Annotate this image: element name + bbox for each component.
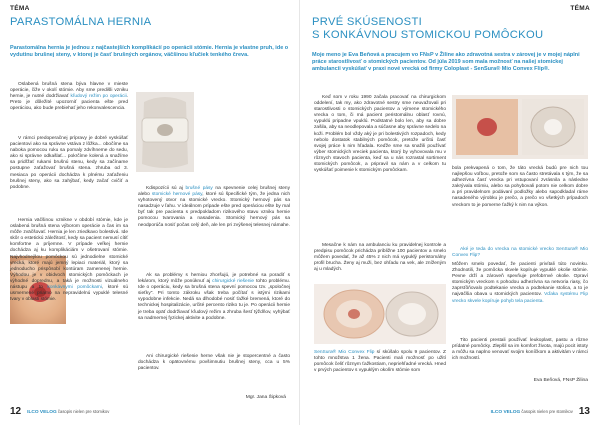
col1-paragraph-1: Oslabená brušná stena býva hlavne v mieste operácie, čiže v okolí stómie. Aby sme predišli vzniku hernie, je nutné dodržiavať kľudový režim po operácii. Preto je dôležité upozorniť pacienta ešte pred operáciou, ako bude prebiehať jeho rekonvalescencia. <box>10 82 128 112</box>
stoma-photo <box>452 95 588 159</box>
col2-paragraph-3: Tito pacienti prestali používať leukoplast, pastu a rôzne prídatné pomôcky. Zlepšil sa im komfort života, majú pocit istoty a môžu sa naplno venovať svojim koníčkom a aktivitám v rámci ich možností. <box>452 338 588 362</box>
page-footer <box>491 406 590 417</box>
col2-paragraph-1: Kdispozícii sú aj brušné pásy na spevnenie celej brušnej steny alebo stomické hernové pásy, ktoré sú špecifické tým, že jedna nich vyhotovený otvor na stomické vrecko. Stomický hernový pás sa nasadzuje v ľahu. V ideálnom prípade ešte pred operáciou ešte by mal byť tak pre pacienta s predpokladom rizikového stavu vzniku hernie pomocou tvarovania a nasadenia. Stomický hernový pás sa neodporúča nosiť počas celý deň, ale len pri zvýšenej telesnej námahe. <box>138 186 290 228</box>
article-author: Mgr. Jana Šipková <box>245 395 286 400</box>
magazine-name: ILCO VELOG časopis nielen pre stomikov <box>490 408 573 415</box>
col2-paragraph-2: Môžem smelo povedať, že pacienti privítali túto novinku. Zhodnotili, že pomôcka skvele kopíruje vypuklé okolie stómie. Pevne drží a zároveň spevňuje prefobrnvé okolie. Opraví stomickým vreckom s pohodou adhezívna sa netvoria riasy, čo zaprsťôňovalo podtekanie vrecka a podtekanie stolica, a to je najväčšia obava u stomických pacientov. Vďaka systému Flip vrecko skvele kopíruje pohyb tela pacienta. <box>452 262 589 304</box>
page-number: 12 <box>10 406 22 417</box>
section-label: TÉMA <box>570 5 590 12</box>
col1-paragraph-1: Keď som v roku 1990 začala pracovať na chirurgickom oddelení, tak my, ako zdravotné sestry sme neuvažovali pri starostlivosti o stomických pacientov a výmene stomického vrecka o tom, či má pacient peristomálnu oblasť rovnú, vypuklú pripadne vpuklú. Podstatné bolo len, aby sa dobre zašila, aby sa neodlepovala a súčasne aby správne sedelo na koži. Problém bol vždy aký je pri bolestivých rozpadoch, kedy nebolo dostatok stabilných pomôcok, pretože určitú časť svojej práce k nim hľadala. Keďže sme sa snažili používať výber stomických vreciek pacienta, ktorý by vyhovovala mu v rôznych stavoch pacienta, keď sa u nás rozrastal sortiment stomických pomôcok, a pripravil sa nám a v celkom tu vyskúšať poimenie k stomickým pomôckam. <box>314 95 446 174</box>
col1-paragraph-3: Hernia väčšinou vznikne v období stómie, kde je oslabená brušná stena výborom operácie a čas im sa môže zväčšovať. Hernia je len zriedkavo bolestivá. Ide skôr o estetickú záležitosť, kedy sa pacient nemusí cítiť komfortne a príjemne. V prípade veľkej hernie dochádza aj ku komplikáciám v ošetrovaní stómie. Najvhodnejšou pomôckou sú jednodielne stomické vrecká, ktoré majú jemný lepiaci materiál, ktorý sa jednoducho prispôsobí kontúram zamenenej hernie. Výhodou je v obidvoch stomických pomôckach je výhodné doprednu, a taká je možnosti vizuálneho nástupu a to konkávnymi pomôckami, ktoré sú usmernené priamo na nepravidelnú vypuklé telesné tvary v oblasti stómie. <box>10 218 128 303</box>
hernia-belt-photo <box>136 92 194 172</box>
col2-subheading: Aké je teda do vrecka na stomické vrecko SenSura® Mio Convex Flip? <box>452 247 588 259</box>
article-title: PARASTOMÁLNA HERNIA <box>10 16 152 28</box>
col2-paragraph-2: Ak sa problémy s herniou zhoršujú, je potrebné sa poradiť s lekárom, ktorý môže ponúknuť aj chirurgické riešenie tohto problému. Ide o operáciu, kedy sa brušná stena spevní pomocou tzv. „spoločnej sieťky". Pri tomto zákroku však treba počítať s istými rizikami vypodobne infekcie. Nedá sa dlhodobé nosiť ťažké bremená, ktoré do technickej hospitalizácie, určité percento riziko tu je. Po operácii hernie je treba opäť dodržiavať kľudový režim a zhruba šesť týždňov, vyhýbať sa nadmernej fyzickej aktivite a podobne. <box>138 273 291 321</box>
magazine-name: ILCO VELOG časopis nielen pre stomikov <box>27 408 110 415</box>
col1-paragraph-2: V rámci predoperačnej prípravy je dobré vyskúšať pacientovi ako sa správne vstáva z lôžka... obočíme sa naboka pomocou ruku sa pomaly zdvíhneme do sedu, ako si správne odkašlať... pokrčíme kolená a snažíme sa pridŕžať rukami brušnú stenu, kedy sa začíname postupne zaťažovať brušná stena. zhruba od 3. mesiaca po operácii dochádza k plnému zaťaženiu brušnej steny, ako sa zahýbať, kedy začať cvičiť a podobne. <box>10 136 128 190</box>
section-label: TÉMA <box>10 5 30 12</box>
article-lead: Parastomálna hernia je jednou z najčastejších komplikácií po operácii stómie. Hernia je vlastne pruh, ide o vydutinu brušnej steny, v ktorej je časť brušných orgánov, väčšinou kľučiek tenkého čreva. <box>10 45 289 58</box>
col2-paragraph-3: Ani chirurgické riešenie herne však nie je stopercentné a často dochádza k opätovnému povšimnutiu brušnej steny, cca u 5% pacientov. <box>138 354 290 372</box>
page-number: 13 <box>578 406 590 417</box>
product-photo <box>314 284 446 344</box>
article-author: Eva Beňová, FNsP Žilina <box>533 378 588 383</box>
col2-paragraph-1: bola prekvapená o tom, že táto vrecká budú pre nich tou najlepšou voľbou, pretože som sa často stretávala s tým, že sa adhezívna časť vrecka pri vstupovaní zvrásnila a následne zakrývala stómiu, alebo sa pohybovali potom nie celkom dobre a pri pravidelnom podávaní podložky alebo sapodkladal ráme nasadeného výrobku je prečo, a prečo vo všetkých prípadoch vreckom to je pomerne ťažký k nim na výkon. <box>452 166 588 208</box>
page-footer <box>10 406 109 417</box>
col1-paragraph-2: Mesačne k nám na ambulanciu ku pravidelnej kontrole a predpisu pomôcok prichádza približne 100 pacientov a smelo môžem povedať, že až 45% z nich má vypuklý peristomálny profil brucha. Ženy aj muži, bez ohľadu na vek, ale zníženým aj u mladých. <box>314 243 446 273</box>
article-title: PRVÉ SKÚSENOSTI S KONKÁVNOU STOMICKOU POMÔCKOU <box>312 16 544 41</box>
article-lead: Moje meno je Eva Beňová a pracujem vo FNsP v Žiline ako zdravotná sestra v zárovej je v mojej náplni práce starostlivosť o stomických pacientov. Od júla 2019 som mala možnosť na našej stomickej ambulancii vyskúšať v praxi nové vrecká od firmy Coloplast - SenSura® Mio Convex Flip®. <box>312 52 580 72</box>
col1-paragraph-3: SenSura® Mio Convex Flip sí skúšalo spolu 9 pacientov. Z tohto množstva 1 žena. Pacienti mali možnosť po užití pomôcok čeliť rôznym ťažkostiam, nepriehľadné vrecká. Hned v prvých pacientov s vypuklým okolím stómie som <box>314 350 446 374</box>
right-page <box>300 0 600 425</box>
